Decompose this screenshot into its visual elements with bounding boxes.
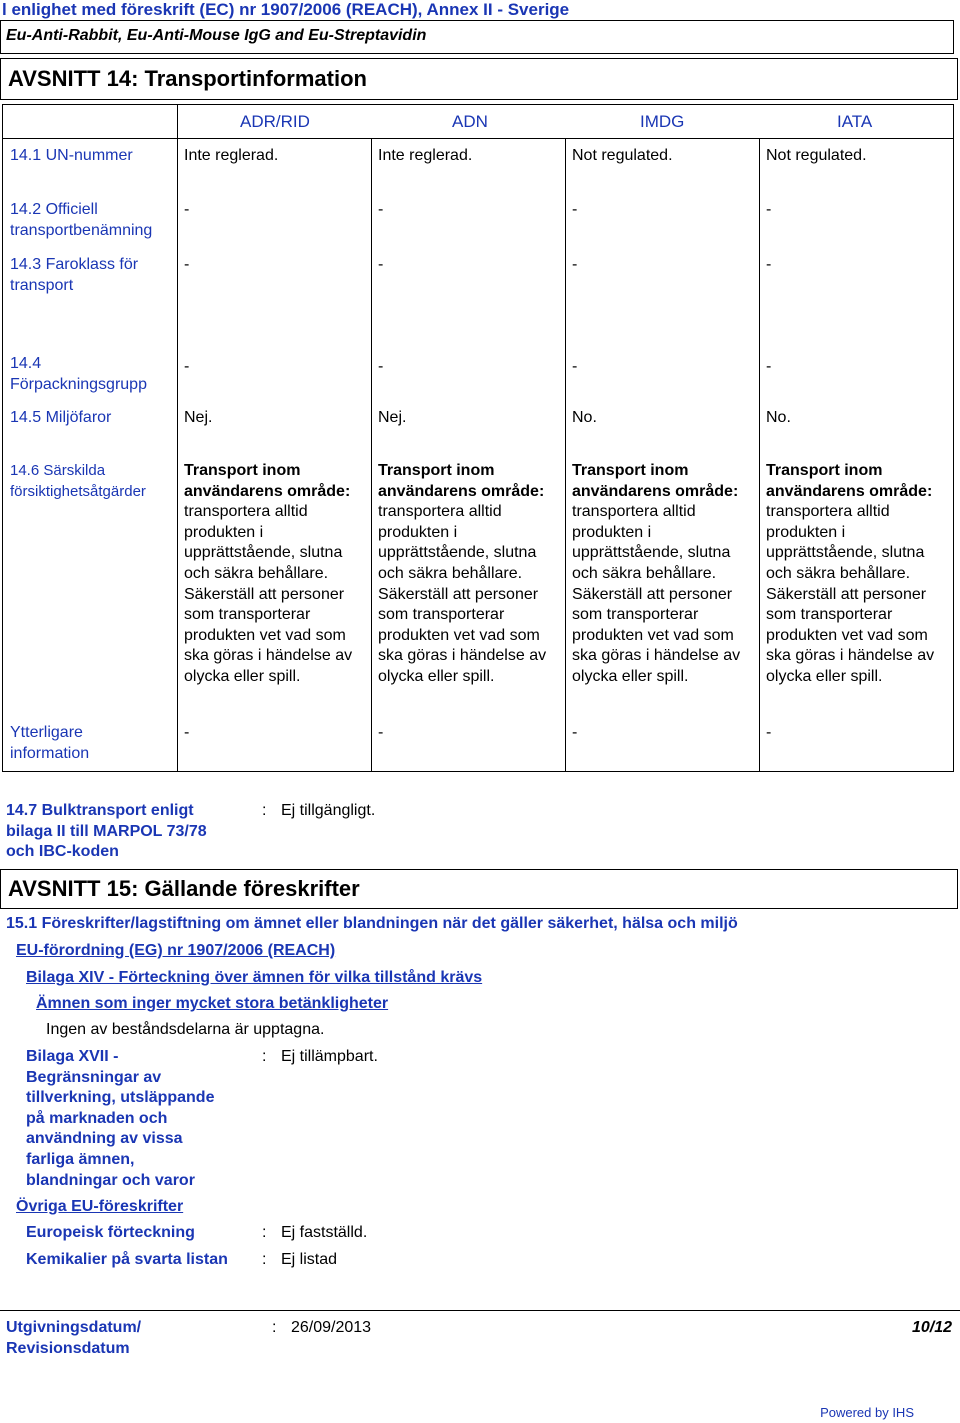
column-header-iata: IATA <box>837 112 873 131</box>
env-hazards-iata: No. <box>766 409 791 426</box>
precaution-heading: Transport inom användarens område: <box>766 462 933 500</box>
page-number: 10/12 <box>911 1319 952 1336</box>
section15-subtitle: 15.1 Föreskrifter/lagstiftning om ämnet eller blandningen när det gäller säkerhet, hälsa och miljö <box>6 915 738 932</box>
packing-group-adn: - <box>378 358 384 375</box>
row-label-line: 14.3 Faroklass för <box>10 256 139 273</box>
un-number-adn: Inte reglerad. <box>378 147 473 164</box>
table-bottom-border <box>2 771 954 772</box>
row-label-line: transportbenämning <box>10 221 153 239</box>
footer-colon: : <box>272 1319 277 1336</box>
table-col-divider <box>759 138 760 772</box>
reach-regulation-link[interactable]: EU-förordning (EG) nr 1907/2006 (REACH) <box>16 942 336 959</box>
annex-xvii-colon: : <box>262 1048 267 1065</box>
column-header-adn: ADN <box>452 112 488 131</box>
column-header-adr-rid: ADR/RID <box>240 112 310 131</box>
additional-info-iata: - <box>766 724 772 741</box>
row-label-line: 14.6 Särskilda <box>10 462 106 479</box>
footer-divider <box>0 1310 960 1311</box>
footer-label-line: Revisionsdatum <box>6 1339 130 1357</box>
hazard-class-iata: - <box>766 256 772 273</box>
row-label-un-number: 14.1 UN-nummer <box>10 147 133 164</box>
row-label-line: Ytterligare <box>10 724 83 741</box>
precaution-text: transportera alltid produkten i upprättstående, slutna och säkra behållare. Säkerställ att personer som transporterar produkten vet vad som ska göras i händelse av olycka eller spill. <box>572 503 741 685</box>
table-left-border <box>2 104 3 772</box>
eu-inventory-label: Europeisk förteckning <box>26 1224 195 1241</box>
special-precautions-imdg <box>572 461 752 688</box>
annex-xvii-value: Ej tillämpbart. <box>281 1048 378 1065</box>
packing-group-adr: - <box>184 358 190 375</box>
env-hazards-adr: Nej. <box>184 409 213 426</box>
table-top-border <box>2 104 954 105</box>
precaution-text: transportera alltid produkten i upprättstående, slutna och säkra behållare. Säkerställ att personer som transporterar produkten vet vad som ska göras i händelse av olycka eller spill. <box>378 503 547 685</box>
table-col-divider <box>565 138 566 772</box>
un-number-adr: Inte reglerad. <box>184 147 279 164</box>
other-eu-regulations-link[interactable]: Övriga EU-föreskrifter <box>16 1198 184 1215</box>
svhc-link[interactable]: Ämnen som inger mycket stora betänkligheter <box>36 995 389 1012</box>
footer-date-label <box>6 1318 141 1359</box>
row-label-additional-info <box>10 723 89 764</box>
hazard-class-imdg: - <box>572 256 578 273</box>
additional-info-imdg: - <box>572 724 578 741</box>
packing-group-imdg: - <box>572 358 578 375</box>
blacklist-value: Ej listad <box>281 1251 338 1268</box>
un-number-imdg: Not regulated. <box>572 147 673 164</box>
shipping-name-adr: - <box>184 201 190 218</box>
annex-xvii-line: på marknaden och <box>26 1109 168 1127</box>
bulk-label-line: och IBC-koden <box>6 843 119 861</box>
shipping-name-adn: - <box>378 201 384 218</box>
annex-xvii-line: farliga ämnen, <box>26 1150 135 1168</box>
annex-xvii-line: användning av vissa <box>26 1130 183 1148</box>
annex-xvii-label <box>26 1047 214 1191</box>
special-precautions-adn <box>378 461 558 688</box>
annex-xvii-line: Begränsningar av <box>26 1068 162 1086</box>
row-label-line: försiktighetsåtgärder <box>10 482 146 500</box>
column-header-imdg: IMDG <box>640 112 685 131</box>
additional-info-adn: - <box>378 724 384 741</box>
bulk-transport-label <box>6 801 207 863</box>
table-col-divider <box>177 104 178 772</box>
transport-table <box>2 104 954 772</box>
annex-xvii-line: blandningar och varor <box>26 1171 195 1189</box>
svhc-value: Ingen av beståndsdelarna är upptagna. <box>46 1021 325 1038</box>
section15-title: AVSNITT 15: Gällande föreskrifter <box>8 876 360 901</box>
footer-date: 26/09/2013 <box>291 1319 372 1336</box>
row-label-hazard-class <box>10 255 138 296</box>
eu-inventory-colon: : <box>262 1224 267 1241</box>
row-label-line: 14.4 <box>10 355 42 372</box>
eu-inventory-value: Ej fastställd. <box>281 1224 368 1241</box>
product-name: Eu-Anti-Rabbit, Eu-Anti-Mouse IgG and Eu-Streptavidin <box>6 27 427 44</box>
shipping-name-iata: - <box>766 201 772 218</box>
blacklist-label: Kemikalier på svarta listan <box>26 1251 228 1268</box>
document-header-title: l enlighet med föreskrift (EC) nr 1907/2006 (REACH), Annex II - Sverige <box>2 0 570 19</box>
special-precautions-adr <box>184 461 364 688</box>
precaution-heading: Transport inom användarens område: <box>378 462 545 500</box>
bulk-label-line: bilaga II till MARPOL 73/78 <box>6 822 207 840</box>
row-label-packing-group <box>10 354 147 395</box>
packing-group-iata: - <box>766 358 772 375</box>
bulk-label-line: 14.7 Bulktransport enligt <box>6 802 194 819</box>
row-label-line: information <box>10 744 90 762</box>
shipping-name-imdg: - <box>572 201 578 218</box>
un-number-iata: Not regulated. <box>766 147 867 164</box>
section14-title: AVSNITT 14: Transportinformation <box>8 66 367 91</box>
row-label-shipping-name <box>10 200 152 241</box>
annex-xvii-line: Bilaga XVII - <box>26 1048 119 1065</box>
hazard-class-adr: - <box>184 256 190 273</box>
row-label-env-hazards: 14.5 Miljöfaror <box>10 409 112 426</box>
bulk-transport-colon: : <box>262 802 267 819</box>
hazard-class-adn: - <box>378 256 384 273</box>
precaution-text: transportera alltid produkten i upprättstående, slutna och säkra behållare. Säkerställ att personer som transporterar produkten vet vad som ska göras i händelse av olycka eller spill. <box>184 503 353 685</box>
table-header-divider <box>2 138 954 139</box>
row-label-line: 14.2 Officiell <box>10 201 98 218</box>
additional-info-adr: - <box>184 724 190 741</box>
footer-label-line: Utgivningsdatum/ <box>6 1319 142 1336</box>
row-label-special-precautions <box>10 461 146 502</box>
special-precautions-iata <box>766 461 951 688</box>
env-hazards-imdg: No. <box>572 409 597 426</box>
row-label-line: Förpackningsgrupp <box>10 375 147 393</box>
bulk-transport-value: Ej tillgängligt. <box>281 802 376 819</box>
annex-xiv-link[interactable]: Bilaga XIV - Förteckning över ämnen för vilka tillstånd krävs <box>26 969 483 986</box>
precaution-text: transportera alltid produkten i upprättstående, slutna och säkra behållare. Säkerställ att personer som transporterar produkten vet vad som ska göras i händelse av olycka eller spill. <box>766 503 935 685</box>
env-hazards-adn: Nej. <box>378 409 407 426</box>
powered-by-ihs: Powered by IHS <box>820 1405 914 1420</box>
table-right-border <box>953 104 954 772</box>
blacklist-colon: : <box>262 1251 267 1268</box>
precaution-heading: Transport inom användarens område: <box>572 462 739 500</box>
table-col-divider <box>371 138 372 772</box>
row-label-line: transport <box>10 276 74 294</box>
precaution-heading: Transport inom användarens område: <box>184 462 351 500</box>
annex-xvii-line: tillverkning, utsläppande <box>26 1089 215 1107</box>
